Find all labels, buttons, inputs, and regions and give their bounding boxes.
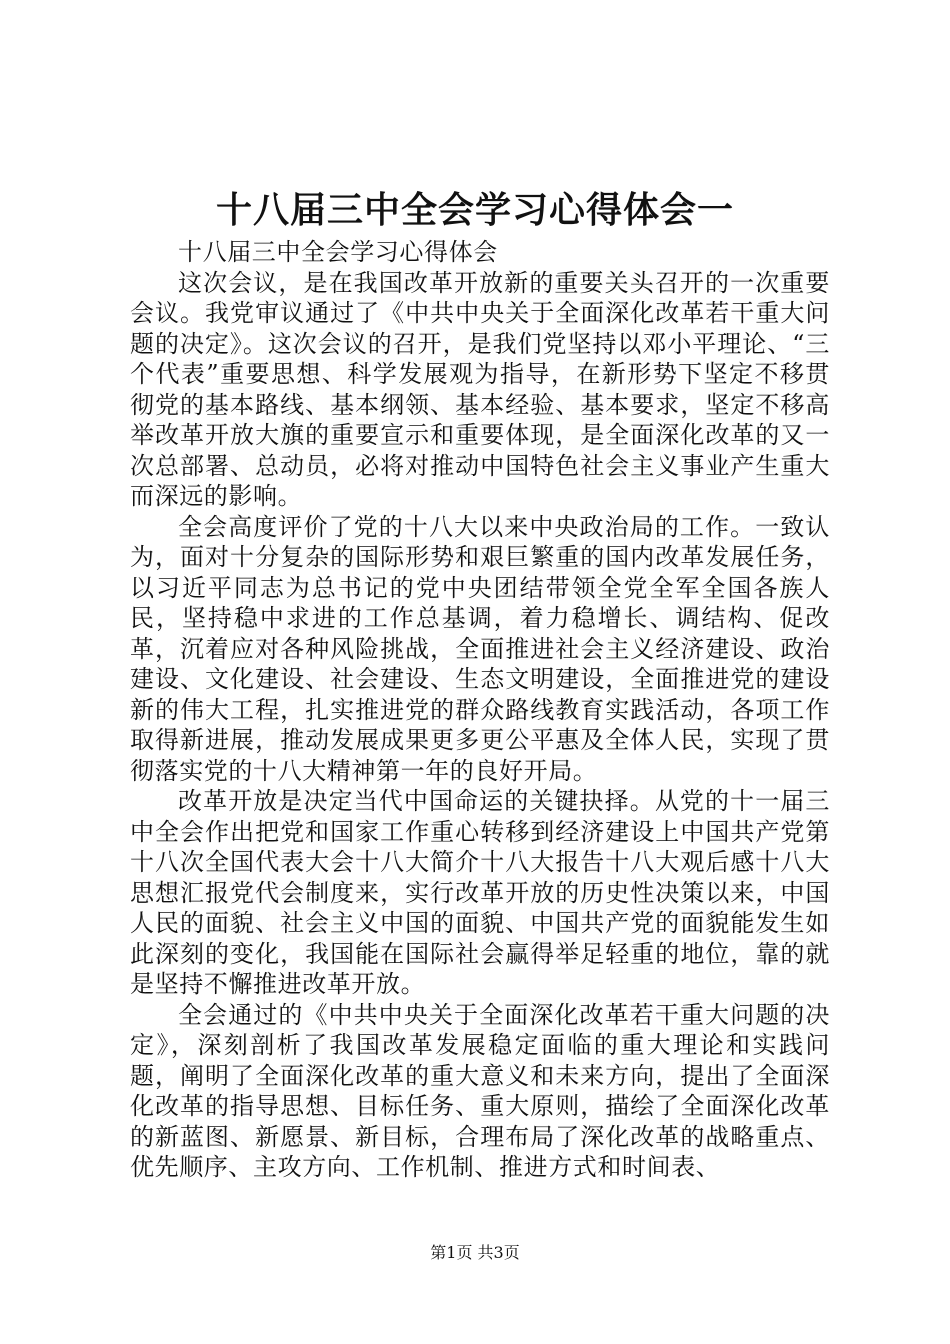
paragraph-subtitle: 十八届三中全会学习心得体会 — [178, 238, 498, 266]
document-title: 十八届三中全会学习心得体会一 — [215, 189, 734, 231]
paragraph: 全会高度评价了党的十八大以来中央政治局的工作。一致认为，面对十分复杂的国际形势和艰巨繁重的国内改革发展任务，以习近平同志为总书记的党中央团结带领全党全军全国各族人民，坚持稳中求进的工作总基调，着力稳增长、调结构、促改革，沉着应对各种风险挑战，全面推进社会主义经济建设、政治建设、文化建设、社会建设、生态文明建设，全面推进党的建设新的伟大工程，扎实推进党的群众路线教育实践活动，各项工作取得新进展，推动发展成果更多更公平惠及全体人民，实现了贯彻落实党的十八大精神第一年的良好开局。 — [130, 512, 830, 785]
paragraph: 改革开放是决定当代中国命运的关键抉择。从党的十一届三中全会作出把党和国家工作重心转移到经济建设上中国共产党第十八次全国代表大会十八大简介十八大报告十八大观后感十八大思想汇报党代会制度来，实行改革开放的历史性决策以来，中国人民的面貌、社会主义中国的面貌、中国共产党的面貌能发生如此深刻的变化，我国能在国际社会赢得举足轻重的地位，靠的就是坚持不懈推进改革开放。 — [130, 787, 830, 998]
document-body — [130, 237, 830, 1183]
page-number-footer: 第1页 共3页 — [430, 1243, 520, 1262]
paragraph: 这次会议，是在我国改革开放新的重要关头召开的一次重要会议。我党审议通过了《中共中央关于全面深化改革若干重大问题的决定》。这次会议的召开，是我们党坚持以邓小平理论、“三个代表”重要思想、科学发展观为指导，在新形势下坚定不移贯彻党的基本路线、基本纲领、基本经验、基本要求，坚定不移高举改革开放大旗的重要宣示和重要体现，是全面深化改革的又一次总部署、总动员，必将对推动中国特色社会主义事业产生重大而深远的影响。 — [130, 268, 830, 510]
paragraph: 全会通过的《中共中央关于全面深化改革若干重大问题的决定》，深刻剖析了我国改革发展稳定面临的重大理论和实践问题，阐明了全面深化改革的重大意义和未来方向，提出了全面深化改革的指导思想、目标任务、重大原则，描绘了全面深化改革的新蓝图、新愿景、新目标，合理布局了深化改革的战略重点、优先顺序、主攻方向、工作机制、推进方式和时间表、 — [130, 1000, 830, 1181]
